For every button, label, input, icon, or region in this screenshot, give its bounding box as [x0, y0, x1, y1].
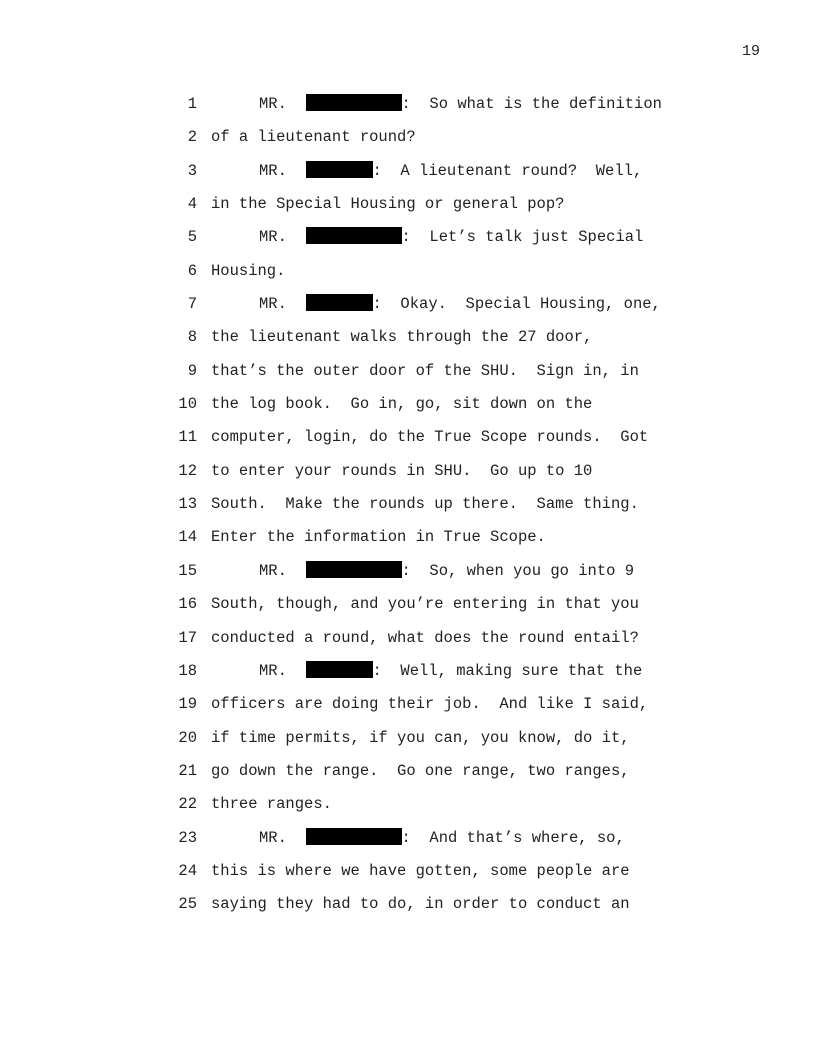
- transcript-line: [0, 793, 816, 826]
- transcript-line: [0, 193, 816, 226]
- line-number: 9: [187, 361, 197, 380]
- transcript-line: [0, 860, 816, 893]
- transcript-line: [0, 727, 816, 760]
- line-text: [259, 160, 642, 182]
- line-text: the log book. Go in, go, sit down on the: [211, 395, 593, 414]
- speaker-label: MR.: [259, 828, 287, 847]
- line-text: [259, 226, 643, 248]
- line-text: officers are doing their job. And like I said,: [211, 695, 649, 714]
- line-number: 7: [187, 295, 197, 314]
- line-number: 18: [178, 661, 197, 680]
- line-number: 1: [187, 95, 197, 113]
- transcript-line: [0, 160, 816, 193]
- line-text: [259, 293, 661, 315]
- transcript-line: [0, 560, 816, 593]
- transcript-line: [0, 293, 816, 326]
- redaction-bar: [306, 294, 373, 311]
- speaker-label: MR.: [259, 561, 287, 580]
- line-number: 8: [187, 328, 197, 347]
- speech-text: : And that’s where, so,: [401, 828, 625, 847]
- line-text: South, though, and you’re entering in that you: [211, 595, 639, 614]
- transcript-line: [0, 526, 816, 559]
- line-number: 21: [178, 761, 197, 780]
- transcript-line: [0, 760, 816, 793]
- line-number: 16: [178, 595, 197, 614]
- line-text: conducted a round, what does the round entail?: [211, 628, 639, 647]
- redaction-bar: [306, 661, 373, 678]
- line-text: of a lieutenant round?: [211, 128, 416, 147]
- transcript-line: [0, 426, 816, 459]
- transcript-line: [0, 493, 816, 526]
- redaction-bar: [306, 94, 402, 111]
- speaker-label: MR.: [259, 161, 287, 180]
- line-text: saying they had to do, in order to conduct an: [211, 895, 630, 914]
- redaction-bar: [306, 828, 402, 845]
- transcript-line: [0, 893, 816, 926]
- transcript-line: [0, 693, 816, 726]
- line-text: South. Make the rounds up there. Same thing.: [211, 495, 639, 514]
- line-text: the lieutenant walks through the 27 door,: [211, 328, 593, 347]
- transcript-line: [0, 827, 816, 860]
- line-text: [259, 660, 642, 682]
- redaction-bar: [306, 227, 402, 244]
- line-number: 23: [178, 828, 197, 847]
- transcript-line: [0, 393, 816, 426]
- line-number: 19: [178, 695, 197, 714]
- line-text: computer, login, do the True Scope rounds. Got: [211, 428, 649, 447]
- line-text: [259, 827, 625, 849]
- transcript-line: [0, 460, 816, 493]
- line-number: 25: [178, 895, 197, 914]
- speech-text: : So, when you go into 9: [401, 561, 635, 580]
- line-text: [259, 560, 634, 582]
- redaction-bar: [306, 161, 373, 178]
- line-number: 13: [178, 495, 197, 514]
- speech-text: : A lieutenant round? Well,: [372, 161, 643, 180]
- transcript-line: [0, 360, 816, 393]
- line-text: go down the range. Go one range, two ranges,: [211, 761, 630, 780]
- line-number: 12: [178, 461, 197, 480]
- transcript-line: [0, 126, 816, 159]
- speaker-label: MR.: [259, 95, 287, 113]
- transcript-body: [0, 93, 816, 927]
- line-text: in the Special Housing or general pop?: [211, 195, 565, 214]
- speaker-label: MR.: [259, 228, 287, 247]
- transcript-line: [0, 627, 816, 660]
- line-number: 17: [178, 628, 197, 647]
- transcript-line: [0, 326, 816, 359]
- line-text: [259, 93, 662, 115]
- line-text: Enter the information in True Scope.: [211, 528, 546, 547]
- line-number: 20: [178, 728, 197, 747]
- line-number: 11: [178, 428, 197, 447]
- line-number: 2: [187, 128, 197, 147]
- line-number: 24: [178, 861, 197, 880]
- line-text: that’s the outer door of the SHU. Sign in, in: [211, 361, 639, 380]
- line-text: this is where we have gotten, some people are: [211, 861, 630, 880]
- line-number: 22: [178, 795, 197, 814]
- speech-text: : Okay. Special Housing, one,: [372, 295, 661, 314]
- speaker-label: MR.: [259, 661, 287, 680]
- line-number: 5: [187, 228, 197, 247]
- transcript-line: [0, 260, 816, 293]
- line-number: 15: [178, 561, 197, 580]
- line-text: three ranges.: [211, 795, 332, 814]
- transcript-line: [0, 660, 816, 693]
- line-number: 4: [187, 195, 197, 214]
- line-number: 3: [187, 161, 197, 180]
- line-text: if time permits, if you can, you know, do it,: [211, 728, 630, 747]
- line-number: 14: [178, 528, 197, 547]
- transcript-line: [0, 593, 816, 626]
- line-text: Housing.: [211, 261, 286, 280]
- speaker-label: MR.: [259, 295, 287, 314]
- transcript-line: [0, 226, 816, 259]
- line-text: to enter your rounds in SHU. Go up to 10: [211, 461, 593, 480]
- speech-text: : Let’s talk just Special: [401, 228, 644, 247]
- speech-text: : Well, making sure that the: [372, 661, 643, 680]
- line-number: 6: [187, 261, 197, 280]
- page-number: 19: [742, 43, 761, 60]
- transcript-line: [0, 93, 816, 126]
- line-number: 10: [178, 395, 197, 414]
- redaction-bar: [306, 561, 402, 578]
- speech-text: : So what is the definition: [401, 95, 662, 113]
